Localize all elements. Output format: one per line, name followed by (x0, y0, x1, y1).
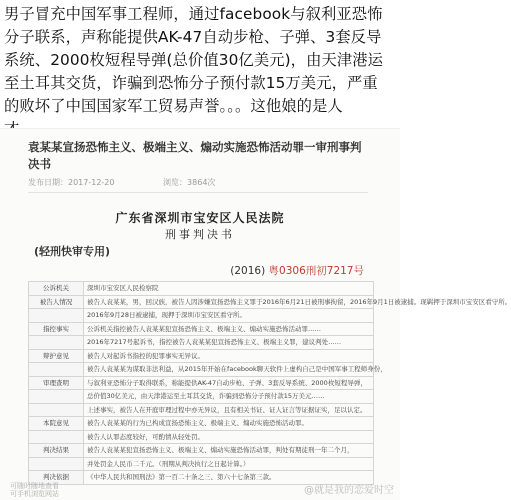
row-value: 2016年9月28日被逮捕，现押于深圳市宝安区看守所。 (84, 309, 374, 323)
view-count: 浏览：3864次 (163, 178, 216, 187)
row-value: 深圳市宝安区人民检察院 (84, 282, 374, 296)
row-value: 总价值30亿美元，由天津港运至土耳其交货，诈骗到恐怖分子预付款15万美元…… (84, 390, 374, 404)
case-prefix: (2016) (230, 265, 266, 277)
case-number-value: 粤0306刑初7217号 (268, 265, 364, 277)
row-key (29, 363, 84, 377)
row-key (29, 430, 84, 444)
document-title: 袁某某宣扬恐怖主义、极端主义、煽动实施恐怖活动罪一审刑事判决书 (28, 140, 362, 171)
document-screenshot (0, 128, 511, 500)
row-value: 被告人袁某某，男，回汉族，被告人因涉嫌宣扬恐怖主义罪于2016年6月21日被刑事拘留，2016年9月1日被逮捕。现羁押于深圳市宝安区看守所。 (84, 295, 374, 309)
watermark-line: 可随时随地查看 (10, 482, 59, 490)
row-value: 被告人对起诉书指控的犯罪事实无异议。 (84, 349, 374, 363)
post-line: 系统、2000枚短程导弹(总价值30亿美元)，由天津港运 (4, 51, 384, 69)
table-row (29, 336, 374, 350)
row-value: 被告人袁某某为谋取非法利益，从2015年开始在facebook聊天软件上虚构自己是中国军事工程师身份， (84, 363, 374, 377)
table-row (29, 363, 374, 377)
document-meta (28, 177, 368, 193)
row-key (29, 457, 84, 471)
case-number (230, 263, 364, 278)
post-line: 的败坏了中国国家军工贸易声誉。。。这他娘的是人 (4, 97, 343, 115)
row-key: 指控事实 (29, 322, 84, 336)
row-value: 被告人袁某某犯宣扬恐怖主义、极端主义、煽动实施恐怖活动罪，判处有期徒刑一年二个月， (84, 444, 374, 458)
table-row (29, 295, 374, 309)
row-key (29, 309, 84, 323)
table-row (29, 403, 374, 417)
row-key: 判决依据 (29, 471, 84, 485)
table-row (29, 444, 374, 458)
table-row (29, 457, 374, 471)
procedure-note: (轻刑快审专用) (34, 245, 111, 258)
row-value: 《中华人民共和国刑法》第一百二十条之三、第六十七条第三款。 (84, 471, 374, 485)
post-line: 分子联系，声称能提供AK-47自动步枪、子弹、3套反导 (4, 28, 382, 46)
table-row (29, 376, 374, 390)
row-key: 审理查明 (29, 376, 84, 390)
table-row (29, 282, 374, 296)
publish-date: 发布日期：2017-12-20 (28, 178, 115, 187)
table-row (29, 322, 374, 336)
row-value: 公诉机关指控被告人袁某某犯宣扬恐怖主义、极端主义、煽动实施恐怖活动罪…… (84, 322, 374, 336)
judgment-table (28, 281, 511, 485)
table-row (29, 390, 374, 404)
row-key (29, 403, 84, 417)
post-line: 男子冒充中国军事工程师，通过facebook与叙利亚恐怖 (4, 5, 383, 23)
watermark-right: @就是我的恋爱时空 (304, 485, 394, 496)
row-key: 公诉机关 (29, 282, 84, 296)
doc-type: 刑事判决书 (165, 228, 235, 241)
post-line: 至土耳其交货，诈骗到恐怖分子预付款15万美元，严重 (4, 74, 378, 92)
post-text (4, 3, 396, 141)
court-name: 广东省深圳市宝安区人民法院 (115, 211, 285, 225)
row-key: 本院意见 (29, 417, 84, 431)
row-value: 上述事实，被告人在开庭审理过程中亦无异议，且有相关书证、证人证言等证据证实，足以认定。 (84, 403, 374, 417)
table-row (29, 349, 374, 363)
row-value: 被告人认罪态度较好，可酌情从轻处罚。 (84, 430, 374, 444)
watermark-line: 可手机浏览网站 (10, 490, 59, 498)
row-value: 与叙利亚恐怖分子取得联系，称能提供AK-47自动步枪、子弹、3套反导系统、2000枚短程导弹， (84, 376, 374, 390)
row-value: 并处罚金人民币二千元。（刑期从判决执行之日起计算。） (84, 457, 374, 471)
table-row (29, 430, 374, 444)
row-key (29, 336, 84, 350)
row-key: 被告人情况 (29, 295, 84, 309)
row-value: 被告人袁某某的行为已构成宣扬恐怖主义、极端主义、煽动实施恐怖活动罪。 (84, 417, 374, 431)
row-value: 2016年7217号起诉书，指控被告人袁某某犯宣扬恐怖主义、极端主义罪，建议判处…… (84, 336, 374, 350)
watermark-left (10, 482, 59, 498)
table-row (29, 417, 374, 431)
row-key (29, 390, 84, 404)
row-key: 判决结果 (29, 444, 84, 458)
table-row (29, 309, 374, 323)
row-key: 辩护意见 (29, 349, 84, 363)
